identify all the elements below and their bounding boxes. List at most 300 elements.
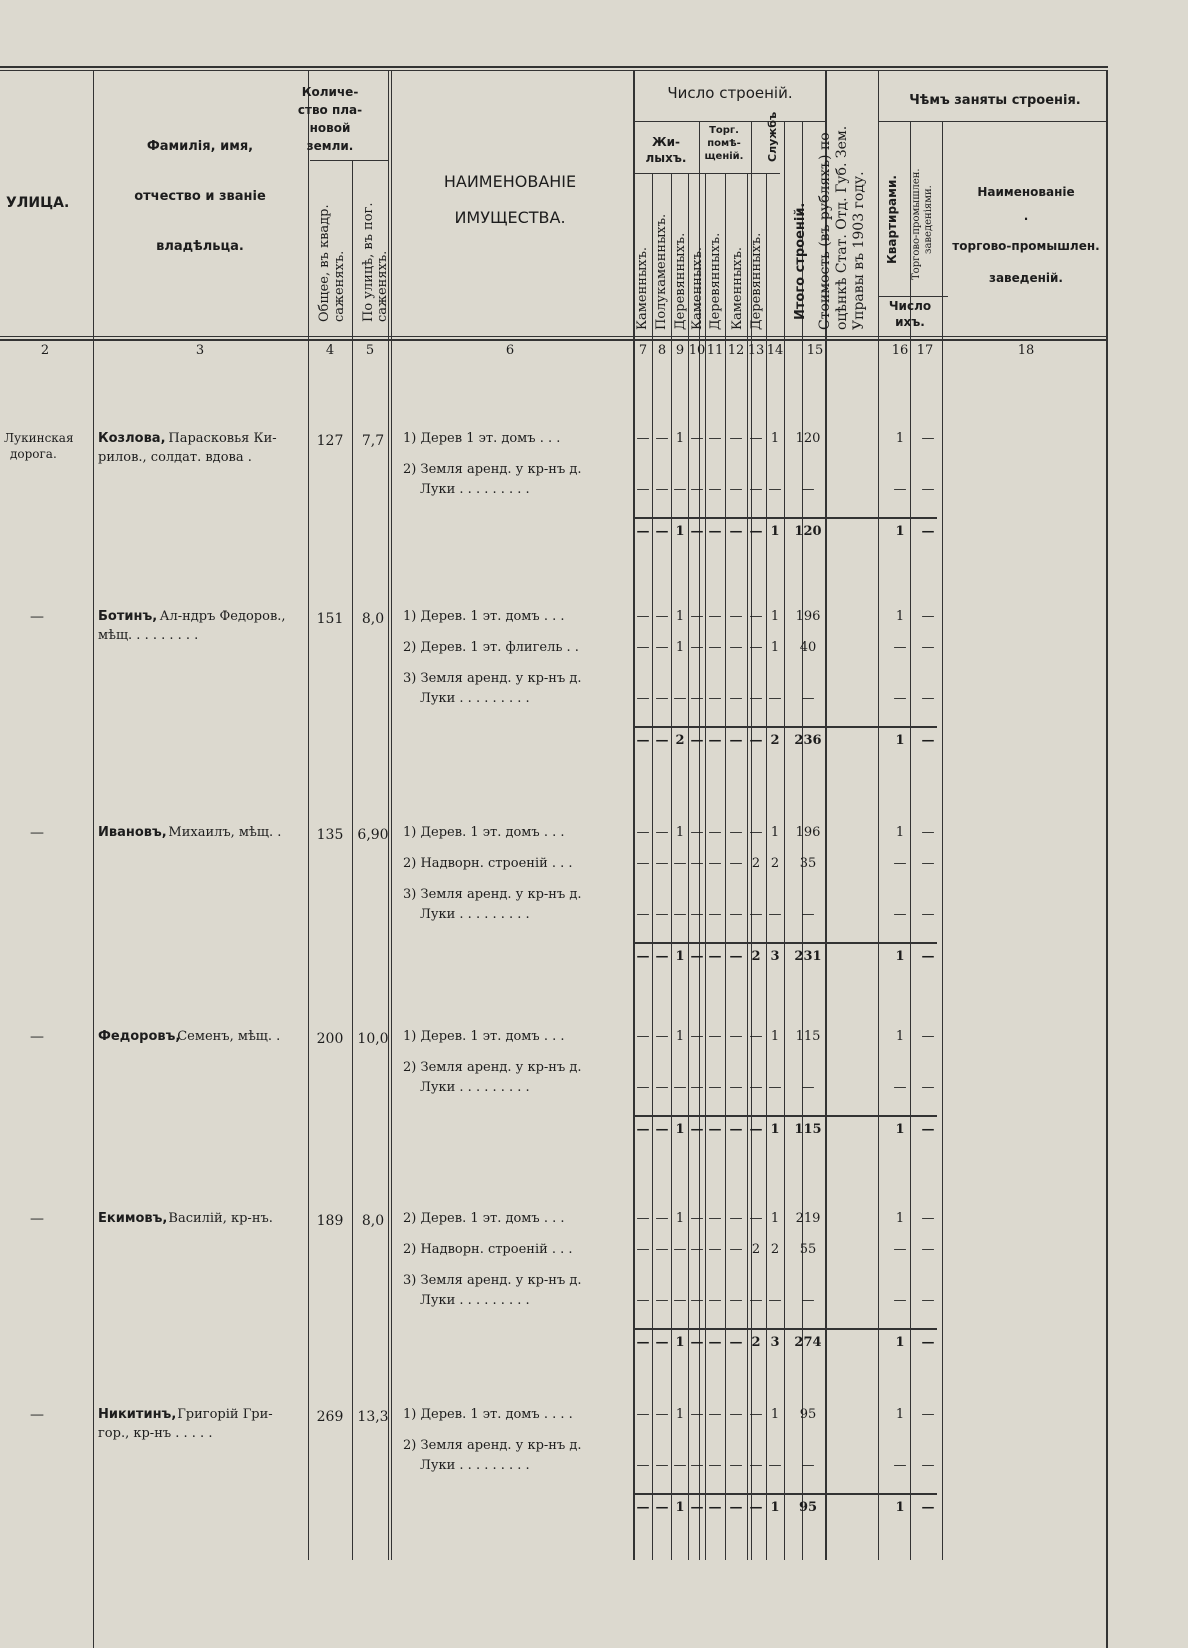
value-cell: — [690, 1458, 704, 1473]
property-item: Луки . . . . . . . . . [420, 691, 530, 706]
total-cell: — [921, 1335, 935, 1350]
total-cell: — [636, 733, 650, 748]
row-rule [633, 1115, 937, 1117]
column-rule [308, 70, 309, 1560]
value-cell: — [768, 1293, 782, 1308]
value-cell: 1 [770, 640, 780, 655]
row-rule [750, 173, 780, 174]
value-cell: — [729, 1407, 743, 1422]
establishment-name-header: Наименованіе [977, 185, 1075, 199]
total-cell: — [729, 1335, 743, 1350]
value-cell: — [636, 609, 650, 624]
total-cell: 2 [751, 949, 761, 964]
value-cell: — [655, 1293, 669, 1308]
half_stone-header: Полукаменныхъ. [654, 213, 669, 330]
total-cell: 1 [770, 1122, 780, 1137]
total-cell: — [636, 1335, 650, 1350]
value-cell: — [801, 1293, 815, 1308]
total-cell: 95 [798, 1500, 818, 1515]
value-cell: — [921, 825, 935, 840]
value-cell: — [690, 1293, 704, 1308]
owner-name: Михаилъ, мѣщ. . [168, 825, 282, 840]
stone-header: Каменныхъ. [635, 246, 650, 330]
value-cell: — [749, 1293, 763, 1308]
value-cell: — [893, 1080, 907, 1095]
value-cell: — [636, 1458, 650, 1473]
value-cell: — [636, 482, 650, 497]
total-cell: 1 [675, 949, 685, 964]
value-cell: 1 [770, 825, 780, 840]
value-cell: — [708, 907, 722, 922]
total-cell: — [729, 733, 743, 748]
land-header: земли. [306, 139, 354, 153]
value-cell: 2 [751, 1242, 761, 1257]
total-cell: — [729, 949, 743, 964]
total-cell: 1 [675, 524, 685, 539]
value-cell: 1 [770, 431, 780, 446]
street-frontage: 13,3 [357, 1409, 389, 1425]
value-cell: — [690, 431, 704, 446]
total-cell: — [749, 524, 763, 539]
column-number: 3 [195, 343, 205, 358]
value-cell: — [708, 1293, 722, 1308]
value-cell: — [801, 907, 815, 922]
total-cell: — [921, 524, 935, 539]
row-rule [0, 70, 1108, 71]
property-item: 2) Земля аренд. у кр-нъ д. [403, 1438, 582, 1453]
street-frontage: 6,90 [357, 827, 389, 843]
value-cell: — [921, 640, 935, 655]
value-cell: — [921, 1211, 935, 1226]
value-cell: 1 [675, 609, 685, 624]
total-cell: — [729, 1500, 743, 1515]
column-rule [391, 70, 392, 1560]
street-frontage: 7,7 [361, 433, 385, 449]
total-cell: 1 [770, 524, 780, 539]
trade-establishments-header: заведеніями. [923, 185, 934, 254]
property-item: 3) Земля аренд. у кр-нъ д. [403, 887, 582, 902]
value-cell: — [636, 1293, 650, 1308]
street-dash: — [30, 1407, 44, 1423]
value-cell: — [801, 482, 815, 497]
column-rule [93, 70, 94, 1648]
value-cell: — [655, 825, 669, 840]
value-cell: — [708, 640, 722, 655]
owner-surname: Ботинъ, [98, 609, 158, 624]
column-number: 10 [688, 343, 706, 358]
value-cell: — [655, 431, 669, 446]
value-cell: 95 [799, 1407, 817, 1422]
value-cell: — [655, 856, 669, 871]
total-buildings-header: Итого строеній. [793, 202, 808, 320]
value-cell: — [801, 1458, 815, 1473]
value-cell: — [655, 640, 669, 655]
property-item: Луки . . . . . . . . . [420, 907, 530, 922]
owner-header: Фамилія, имя, [146, 139, 254, 154]
cost-header: Управы въ 1903 году. [851, 171, 867, 330]
value-cell: — [690, 609, 704, 624]
value-cell: 1 [895, 1407, 905, 1422]
value-cell: 1 [675, 431, 685, 446]
value-cell: — [801, 1080, 815, 1095]
column-number: 18 [1017, 343, 1035, 358]
street-name: дорога. [10, 447, 57, 461]
owner-name: рилов., солдат. вдова . [98, 450, 252, 465]
column-number: 7 [638, 343, 648, 358]
value-cell: 1 [675, 1407, 685, 1422]
total-cell: 1 [895, 733, 905, 748]
value-cell: — [690, 640, 704, 655]
establishment-name-header: торгово-промышлен. [952, 239, 1100, 253]
trade-establishments-header: Торгово-промышлен. [911, 168, 922, 280]
value-cell: 1 [675, 1211, 685, 1226]
value-cell: — [768, 1080, 782, 1095]
value-cell: — [690, 1242, 704, 1257]
value-cell: — [921, 609, 935, 624]
owner-header: владѣльца. [156, 239, 244, 254]
street-frontage: 10,0 [357, 1031, 389, 1047]
total-cell: — [708, 1335, 722, 1350]
total-cell: 3 [770, 1335, 780, 1350]
street-name: Лукинская [4, 431, 74, 445]
value-cell: — [749, 825, 763, 840]
column-number: 14 [766, 343, 784, 358]
value-cell: — [729, 856, 743, 871]
wooden-header: Деревянныхъ. [673, 232, 688, 330]
value-cell: — [729, 1293, 743, 1308]
value-cell: — [729, 1029, 743, 1044]
value-cell: — [673, 1080, 687, 1095]
land-street-header: саженяхъ. [375, 250, 390, 322]
land-area: 127 [316, 433, 344, 449]
apartments-header: Квартирами. [885, 175, 899, 264]
owner-name: Василій, кр-нъ. [168, 1211, 273, 1226]
land-area: 135 [316, 827, 344, 843]
value-cell: — [729, 609, 743, 624]
total-cell: — [921, 1500, 935, 1515]
value-cell: 55 [799, 1242, 817, 1257]
value-cell: — [921, 1029, 935, 1044]
property-item: 2) Надворн. строеній . . . [403, 1242, 573, 1257]
street-frontage: 8,0 [361, 1213, 385, 1229]
value-cell: — [708, 431, 722, 446]
value-cell: 2 [751, 856, 761, 871]
total-cell: — [655, 733, 669, 748]
street-dash: — [30, 609, 44, 625]
row-rule [633, 517, 937, 519]
value-cell: 35 [799, 856, 817, 871]
owner-surname: Екимовъ, [98, 1211, 168, 1226]
value-cell: — [921, 482, 935, 497]
total-cell: 231 [794, 949, 822, 964]
owner-name: Ал-ндръ Федоров., [159, 609, 286, 624]
cost-header: оцѣнкѣ Стат. Отд. Губ. Зем. [834, 125, 850, 330]
total-cell: 3 [770, 949, 780, 964]
value-cell: — [655, 1458, 669, 1473]
value-cell: — [690, 691, 704, 706]
value-cell: — [729, 1242, 743, 1257]
value-cell: 1 [895, 609, 905, 624]
owner-name: Парасковья Ки- [168, 431, 277, 446]
value-cell: — [636, 691, 650, 706]
value-cell: — [729, 1080, 743, 1095]
value-cell: — [655, 1029, 669, 1044]
value-cell: — [768, 1458, 782, 1473]
value-cell: — [636, 1211, 650, 1226]
value-cell: — [690, 825, 704, 840]
property-item: 1) Дерев 1 эт. домъ . . . [403, 431, 561, 446]
occupied-header: Чѣмъ заняты строенія. [909, 93, 1081, 108]
value-cell: 196 [795, 609, 821, 624]
value-cell: 2 [770, 1242, 780, 1257]
residential-header: Жи- [651, 135, 681, 149]
owner-name: гор., кр-нъ . . . . . [98, 1426, 213, 1441]
column-number: 17 [916, 343, 934, 358]
total-cell: 1 [675, 1335, 685, 1350]
value-cell: — [921, 907, 935, 922]
value-cell: — [690, 1029, 704, 1044]
trade-header: щеній. [704, 151, 744, 162]
street-dash: — [30, 1029, 44, 1045]
value-cell: — [636, 431, 650, 446]
property-item: 3) Земля аренд. у кр-нъ д. [403, 671, 582, 686]
property-item: 2) Дерев. 1 эт. флигель . . [403, 640, 579, 655]
value-cell: 1 [895, 431, 905, 446]
property-item: Луки . . . . . . . . . [420, 1293, 530, 1308]
total-cell: — [690, 1500, 704, 1515]
column-rule [1106, 70, 1108, 1648]
value-cell: — [893, 856, 907, 871]
value-cell: — [921, 1407, 935, 1422]
total-cell: — [729, 524, 743, 539]
value-cell: — [708, 1080, 722, 1095]
total-cell: — [708, 733, 722, 748]
value-cell: 120 [795, 431, 821, 446]
row-rule [635, 121, 825, 122]
value-cell: — [801, 691, 815, 706]
value-cell: — [921, 856, 935, 871]
value-cell: — [673, 482, 687, 497]
their-number-header: ихъ. [895, 315, 925, 329]
property-item: 2) Дерев. 1 эт. домъ . . . [403, 1211, 565, 1226]
value-cell: — [893, 691, 907, 706]
value-cell: 1 [770, 1029, 780, 1044]
total-cell: 1 [895, 1335, 905, 1350]
column-number: 8 [657, 343, 667, 358]
total-cell: — [749, 733, 763, 748]
value-cell: — [729, 482, 743, 497]
total-cell: — [708, 1122, 722, 1137]
value-cell: — [673, 1458, 687, 1473]
street-frontage: 8,0 [361, 611, 385, 627]
land-total-header: саженяхъ. [332, 250, 347, 322]
column-rule [352, 160, 353, 1560]
total-cell: 1 [675, 1500, 685, 1515]
total-cell: 1 [675, 1122, 685, 1137]
value-cell: — [655, 907, 669, 922]
value-cell: — [729, 1211, 743, 1226]
value-cell: — [673, 1242, 687, 1257]
value-cell: — [708, 691, 722, 706]
value-cell: — [729, 691, 743, 706]
services-header: Службъ [766, 111, 779, 162]
row-rule [633, 1493, 937, 1495]
value-cell: — [921, 1458, 935, 1473]
value-cell: — [921, 1242, 935, 1257]
value-cell: 1 [895, 825, 905, 840]
value-cell: 1 [675, 1029, 685, 1044]
value-cell: — [690, 907, 704, 922]
value-cell: — [690, 1080, 704, 1095]
their-number-header: Число [888, 299, 932, 313]
land-street-header: По улицѣ, въ пог. [361, 202, 376, 322]
value-cell: — [673, 856, 687, 871]
land-area: 200 [316, 1031, 344, 1047]
value-cell: 196 [795, 825, 821, 840]
value-cell: — [655, 1242, 669, 1257]
trade-header: Торг. [709, 125, 739, 136]
street-header: УЛИЦА. [6, 195, 70, 211]
total-cell: — [655, 1500, 669, 1515]
value-cell: — [768, 482, 782, 497]
value-cell: — [749, 609, 763, 624]
street-dash: — [30, 1211, 44, 1227]
value-cell: — [921, 431, 935, 446]
value-cell: — [893, 1458, 907, 1473]
land-area: 151 [316, 611, 344, 627]
land-header: новой [309, 121, 351, 135]
row-rule [310, 160, 388, 161]
value-cell: — [708, 1029, 722, 1044]
value-cell: — [749, 691, 763, 706]
cost-header: Стоимость (въ рубляхъ) по [817, 132, 833, 330]
total-cell: 120 [794, 524, 822, 539]
value-cell: — [921, 1080, 935, 1095]
value-cell: 219 [795, 1211, 821, 1226]
value-cell: — [749, 907, 763, 922]
property-item: 1) Дерев. 1 эт. домъ . . . [403, 1029, 565, 1044]
value-cell: — [673, 1293, 687, 1308]
value-cell: — [749, 640, 763, 655]
total-cell: — [636, 1122, 650, 1137]
column-number: 5 [365, 343, 375, 358]
property-item: 2) Надворн. строеній . . . [403, 856, 573, 871]
total-cell: — [708, 1500, 722, 1515]
value-cell: — [921, 691, 935, 706]
total-cell: — [655, 524, 669, 539]
total-cell: — [729, 1122, 743, 1137]
owner-surname: Федоровъ, [98, 1029, 181, 1044]
street-dash: — [30, 825, 44, 841]
column-number: 2 [40, 343, 50, 358]
owner-surname: Ивановъ, [98, 825, 167, 840]
value-cell: — [708, 1458, 722, 1473]
land-area: 189 [316, 1213, 344, 1229]
total-cell: — [708, 524, 722, 539]
total-cell: 2 [770, 733, 780, 748]
total-cell: 1 [895, 1500, 905, 1515]
column-number: 16 [891, 343, 909, 358]
value-cell: — [749, 1211, 763, 1226]
value-cell: — [655, 609, 669, 624]
establishment-name-header: . [1023, 209, 1029, 223]
total-cell: — [921, 733, 935, 748]
total-cell: — [749, 1500, 763, 1515]
total-cell: 236 [794, 733, 822, 748]
owner-surname: Никитинъ, [98, 1407, 177, 1422]
value-cell: — [636, 1242, 650, 1257]
value-cell: — [690, 482, 704, 497]
column-number: 15 [806, 343, 824, 358]
total-cell: 2 [751, 1335, 761, 1350]
property-item: Луки . . . . . . . . . [420, 1080, 530, 1095]
total-cell: 1 [895, 1122, 905, 1137]
buildings-count-header: Число строеній. [667, 84, 793, 102]
value-cell: — [708, 825, 722, 840]
row-rule [633, 1328, 937, 1330]
column-number: 6 [505, 343, 515, 358]
value-cell: — [749, 1407, 763, 1422]
total-cell: — [655, 1122, 669, 1137]
row-rule [878, 296, 948, 297]
row-rule [0, 66, 1108, 68]
column-rule [910, 121, 911, 1560]
wooden-header: Деревянныхъ. [749, 232, 764, 330]
value-cell: — [708, 1407, 722, 1422]
land-area: 269 [316, 1409, 344, 1425]
total-cell: — [636, 524, 650, 539]
value-cell: — [673, 691, 687, 706]
value-cell: 1 [770, 609, 780, 624]
total-cell: 2 [675, 733, 685, 748]
total-cell: — [921, 949, 935, 964]
value-cell: 115 [795, 1029, 821, 1044]
land-header: Количе- [301, 85, 359, 99]
total-cell: — [921, 1122, 935, 1137]
value-cell: — [749, 431, 763, 446]
column-number: 12 [727, 343, 745, 358]
value-cell: — [768, 691, 782, 706]
value-cell: — [673, 907, 687, 922]
value-cell: — [708, 1242, 722, 1257]
owner-name: Семенъ, мѣщ. . [177, 1029, 281, 1044]
property-item: 1) Дерев. 1 эт. домъ . . . [403, 609, 565, 624]
value-cell: 1 [675, 640, 685, 655]
row-rule [878, 121, 1108, 122]
value-cell: — [749, 482, 763, 497]
column-number: 13 [747, 343, 765, 358]
total-cell: 1 [895, 949, 905, 964]
total-cell: 1 [770, 1500, 780, 1515]
property-header: ИМУЩЕСТВА. [454, 208, 566, 227]
land-total-header: Общее, въ квадр. [317, 204, 332, 322]
value-cell: — [749, 1458, 763, 1473]
column-number: 11 [706, 343, 724, 358]
owner-surname: Козлова, [98, 431, 166, 446]
land-header: ство пла- [297, 103, 363, 117]
value-cell: — [636, 1407, 650, 1422]
total-cell: — [690, 1122, 704, 1137]
value-cell: — [655, 691, 669, 706]
value-cell: — [636, 1029, 650, 1044]
value-cell: 2 [770, 856, 780, 871]
column-rule [942, 121, 943, 1560]
owner-name: Григорій Гри- [177, 1407, 273, 1422]
value-cell: — [655, 1211, 669, 1226]
value-cell: — [749, 1080, 763, 1095]
value-cell: — [729, 907, 743, 922]
value-cell: — [921, 1293, 935, 1308]
